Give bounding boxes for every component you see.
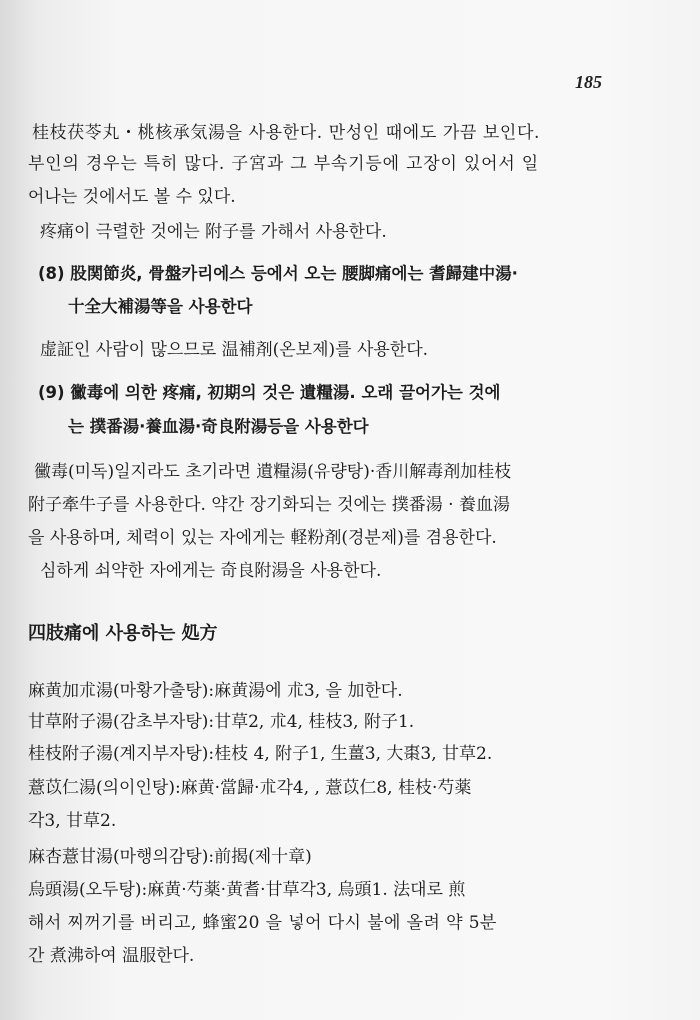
text-line: 虚証인 사람이 많으므로 温補剤(온보제)를 사용한다.	[40, 340, 429, 360]
prescription-line-cont: 각3, 甘草2.	[28, 811, 117, 831]
text-line: 어나는 것에서도 볼 수 있다.	[28, 187, 236, 207]
prescription-line: 麻杏薏甘湯(마행의감탕):前揭(제十章)	[28, 847, 312, 867]
text-line: 附子牽牛子를 사용한다. 약간 장기화되는 것에는 撲番湯 · 養血湯	[28, 495, 510, 515]
prescription-line-cont: 간 煮沸하여 温服한다.	[28, 946, 195, 966]
numbered-item-9: (9) 黴毒에 의한 疼痛, 初期의 것은 遺糧湯. 오래 끌어가는 것에	[38, 383, 501, 402]
prescription-line: 麻黄加朮湯(마황가출탕):麻黄湯에 朮3, 을 加한다.	[28, 681, 403, 701]
section-heading: 四肢痛에 사용하는 処方	[28, 623, 218, 644]
prescription-line: 薏苡仁湯(의이인탕):麻黄·當歸·朮각4, , 薏苡仁8, 桂枝·芍薬	[28, 778, 472, 798]
page-number: 185	[575, 72, 602, 92]
text-line: 桂枝茯苓丸・桃核承気湯을 사용한다. 만성인 때에도 가끔 보인다.	[32, 123, 540, 143]
text-line: 黴毒(미독)일지라도 초기라면 遺糧湯(유량탕)·香川解毒剤加桂枝	[34, 462, 512, 482]
prescription-line: 桂枝附子湯(계지부자탕):桂枝 4, 附子1, 生薑3, 大棗3, 甘草2.	[28, 744, 493, 764]
text-line: 을 사용하며, 체력이 있는 자에게는 軽粉剤(경분제)를 겸용한다.	[28, 528, 497, 548]
prescription-line: 甘草附子湯(감초부자탕):甘草2, 朮4, 桂枝3, 附子1.	[28, 712, 415, 732]
numbered-item-9-cont: 는 撲番湯·養血湯·奇良附湯등을 사용한다	[68, 417, 369, 436]
text-line: 부인의 경우는 특히 많다. 子宮과 그 부속기등에 고장이 있어서 일	[28, 154, 539, 174]
prescription-line-cont: 해서 찌꺼기를 버리고, 蜂蜜20 을 넣어 다시 불에 올려 약 5분	[28, 913, 497, 933]
text-line: 疼痛이 극렬한 것에는 附子를 가해서 사용한다.	[40, 222, 387, 242]
numbered-item-8: (8) 股関節炎, 骨盤카리에스 등에서 오는 腰脚痛에는 耆歸建中湯·	[38, 264, 518, 283]
numbered-item-8-cont: 十全大補湯等을 사용한다	[68, 297, 253, 316]
text-line: 심하게 쇠약한 자에게는 奇良附湯을 사용한다.	[40, 561, 382, 581]
prescription-line: 烏頭湯(오두탕):麻黄·芍薬·黄耆·甘草각3, 烏頭1. 法대로 煎	[28, 880, 466, 900]
